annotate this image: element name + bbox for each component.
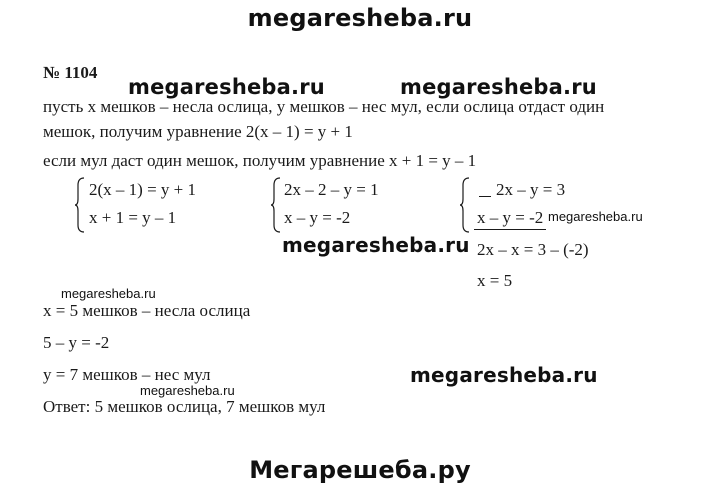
watermark: megaresheba.ru: [61, 286, 156, 301]
answer-line: y = 7 мешков – нес мул: [43, 365, 211, 384]
system-brace: [74, 177, 86, 233]
watermark: megaresheba.ru: [548, 209, 643, 224]
equation: x – y = -2: [477, 208, 544, 227]
system-brace: [270, 177, 282, 233]
system-brace: [459, 177, 471, 233]
footer-watermark: Мегарешеба.ру: [249, 456, 471, 484]
equation: 2(x – 1) = y + 1: [89, 180, 196, 199]
equation: 2x – 2 – y = 1: [284, 180, 379, 199]
equation: x + 1 = y – 1: [89, 208, 177, 227]
answer-line: 5 – y = -2: [43, 333, 110, 352]
problem-number: № 1104: [43, 63, 98, 82]
equation: 2x – x = 3 – (-2): [477, 240, 589, 259]
answer-line: x = 5 мешков – несла ослица: [43, 301, 251, 320]
watermark: megaresheba.ru: [410, 363, 598, 387]
text-line: пусть x мешков – несла ослица, y мешков – нес мул, если ослица отдаст один: [43, 97, 605, 116]
answer-line: Ответ: 5 мешков ослица, 7 мешков мул: [43, 397, 326, 416]
equation: x = 5: [477, 271, 513, 290]
watermark: megaresheba.ru: [282, 233, 470, 257]
subtraction-line: [474, 229, 546, 230]
equation: x – y = -2: [284, 208, 351, 227]
equation: 2x – y = 3: [496, 180, 566, 199]
text-line: мешок, получим уравнение 2(x – 1) = y + 1: [43, 122, 353, 141]
watermark: megaresheba.ru: [128, 75, 325, 99]
watermark: megaresheba.ru: [400, 75, 597, 99]
text-line: если мул даст один мешок, получим уравнение x + 1 = y – 1: [43, 151, 477, 170]
minus-sign: [479, 196, 491, 197]
header-watermark: megaresheba.ru: [247, 4, 473, 32]
watermark: megaresheba.ru: [140, 383, 235, 398]
